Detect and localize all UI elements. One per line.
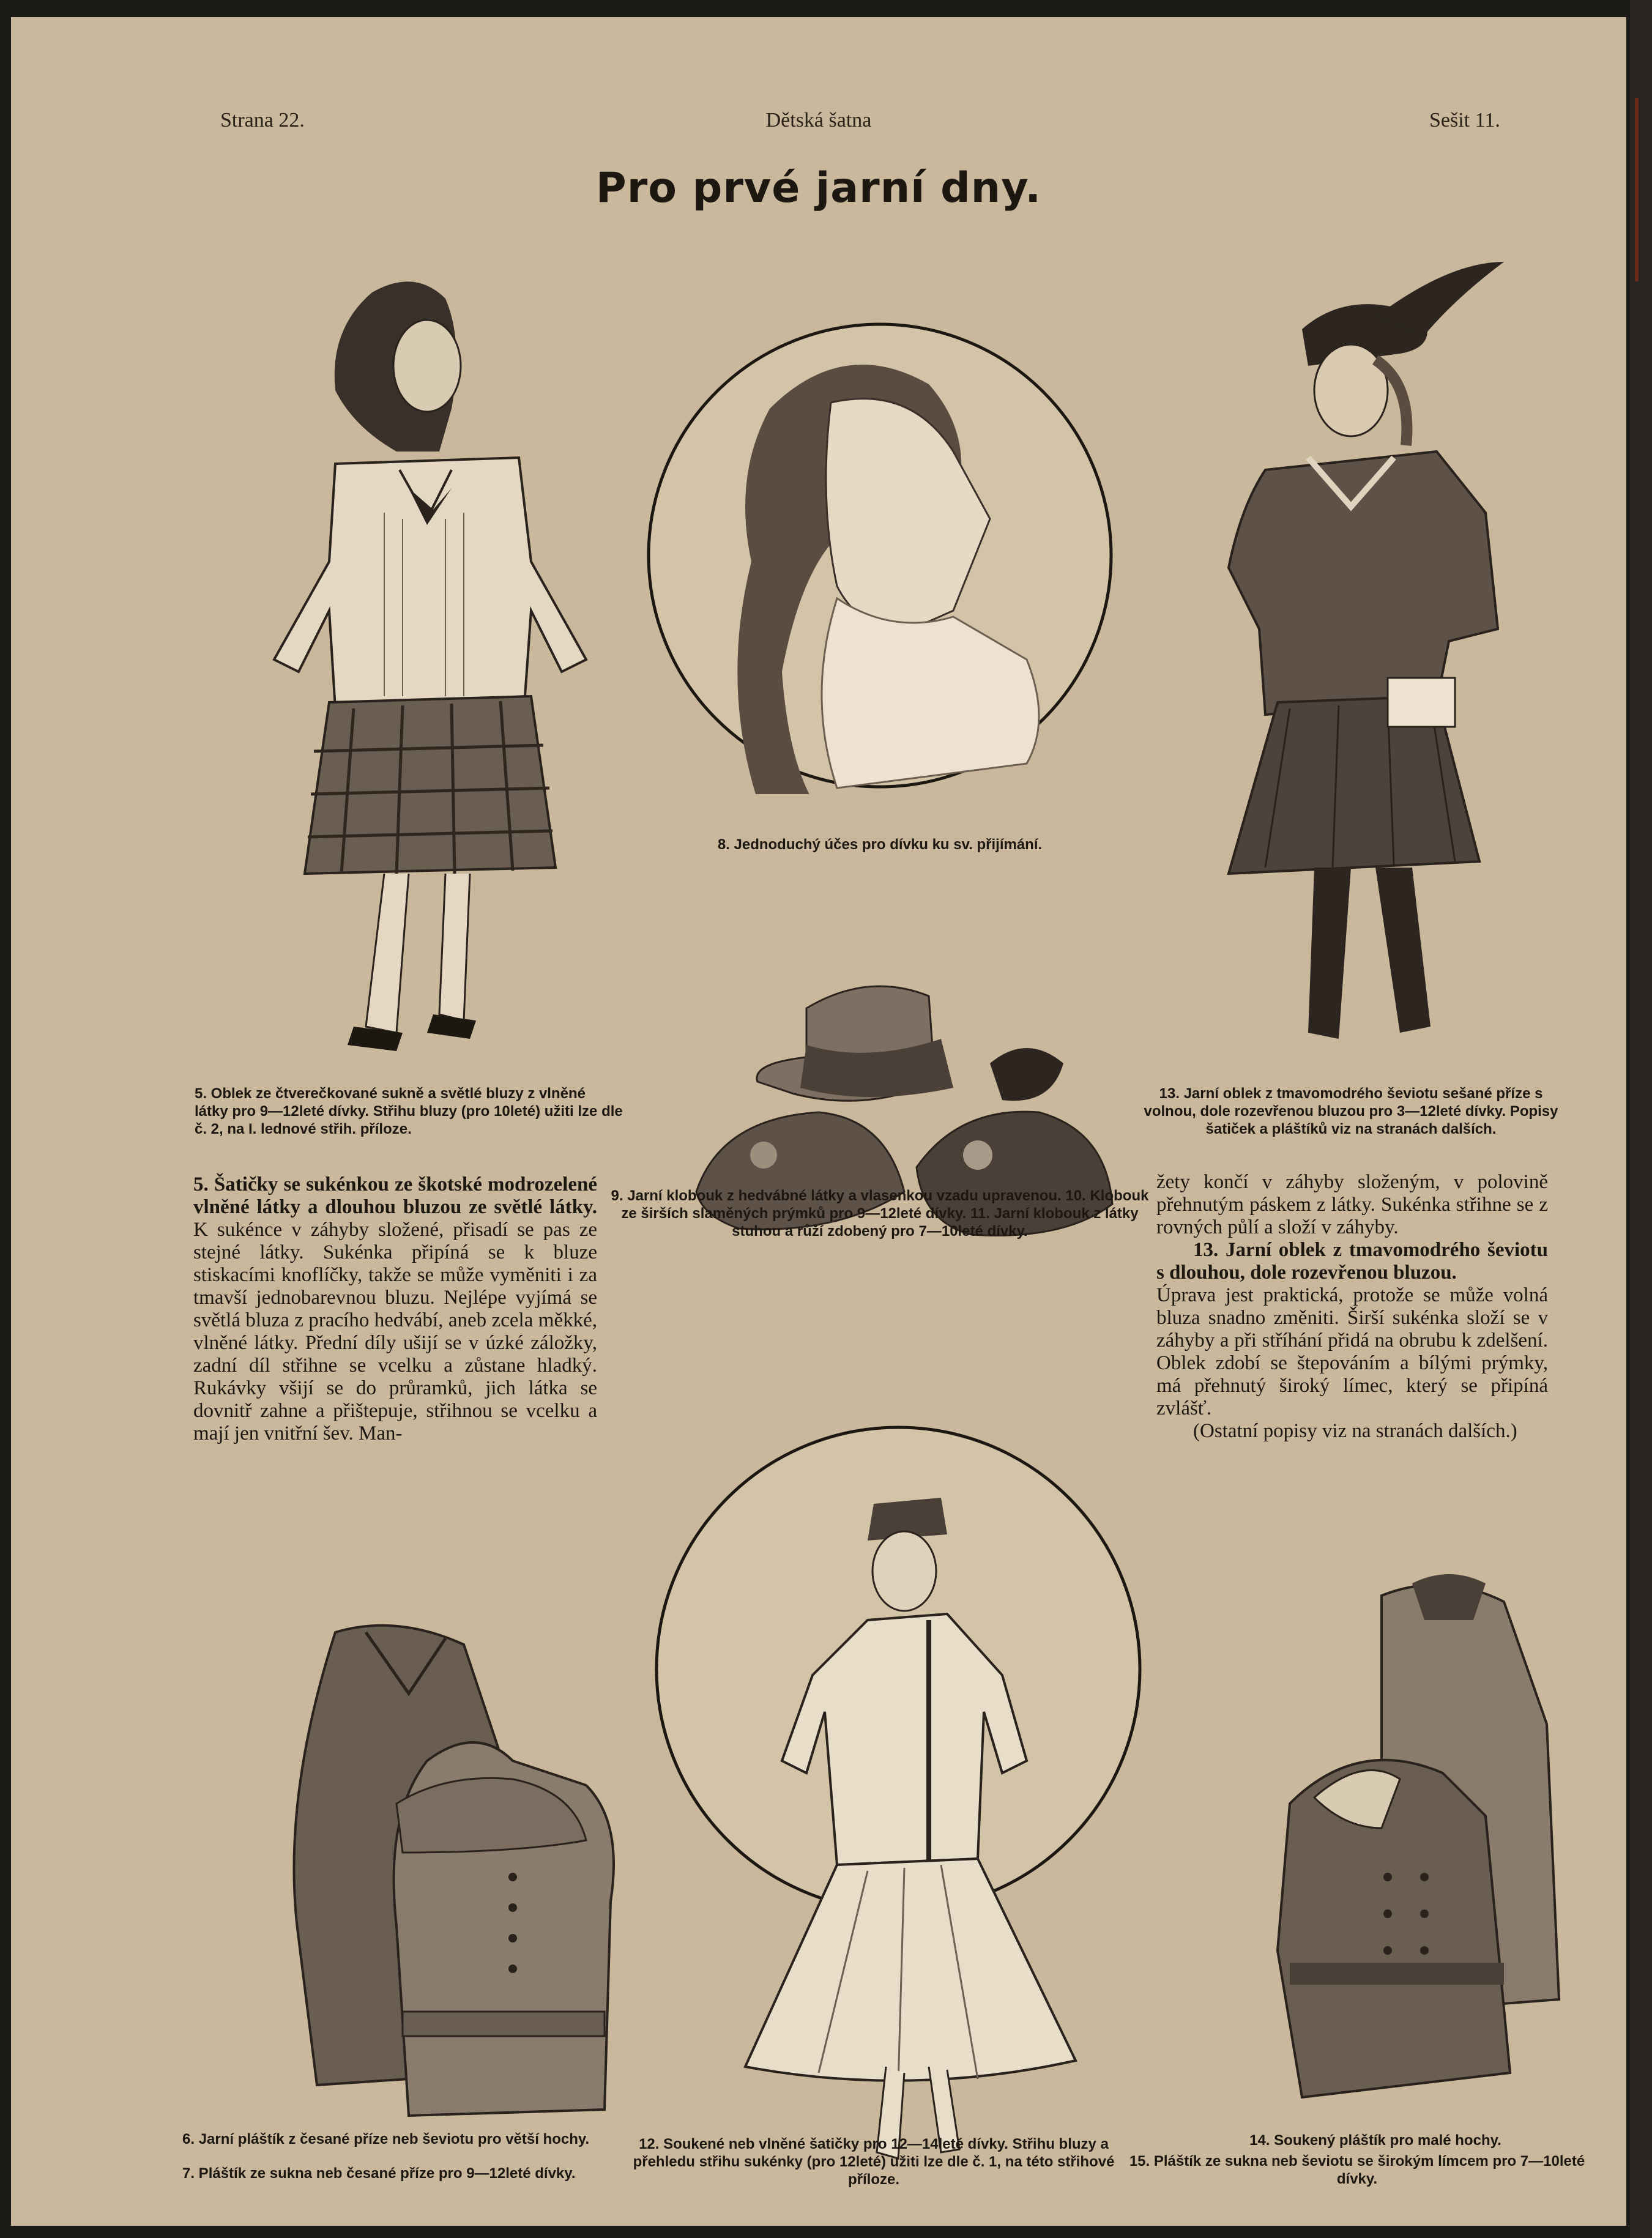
caption-figures-9-11: 9. Jarní klobouk z hedvábné látky a vlasenkou vzadu upravenou. 10. Klobouk ze širších slaměných prýmků pro 9—12leté dívky. 11. Jarní klobouk z látky stuhou a růží zdobený pro 7—10leté dívky. [611,1188,1149,1240]
caption-figure-14: 14. Soukený pláštík pro malé hochy. [1249,2132,1501,2149]
illustration-portrait-hairstyle [635,317,1125,794]
text-continuation: žety končí v záhyby složeným, v polovině přehnutým páskem z látky. Sukénka střihne se z rovných půlí a složí v záhyby. [1156,1171,1548,1238]
page-title: Pro prvé jarní dny. [595,164,1042,212]
binding-edge [1630,0,1652,2238]
text-heading-13: 13. Jarní oblek z tmavomodrého ševiotu s dlouhou, dole rozevřenou bluzou. [1156,1239,1548,1284]
caption-figure-6: 6. Jarní pláštík z česané příze neb ševiotu pro větší hochy. [182,2131,590,2147]
text-right-column [1156,1171,1548,1443]
illustration-girl-plaid-skirt [244,268,623,1088]
magazine-page [11,17,1626,2226]
issue-number: Sešit 11. [1429,109,1500,132]
text-body-5: K sukénce v záhyby složené, přisadí se pas ze stejné látky. Sukénka připíná se k bluze stiskacími knoflíčky, takže se může vyměniti i za tmavší jednobarevnou bluzu. Nejlépe vyjímá se světlá bluza z pracího hedvábí, aneb zcela měkké, vlněné látky. Přední díly ušijí se v úzké záložky, zadní díl střihne se vcelku a zůstane hladký. Rukávky všijí se do průramků, jich látka se dovnitř zahne a přištepuje, střihnou se vcelku a mají jen vnitřní šev. Man- [193,1219,597,1444]
caption-figure-12: 12. Soukené neb vlněné šatičky pro 12—14leté dívky. Střihu bluzy a přehledu střihu sukénky (pro 12leté) užiti lze dle č. 1, na této střihové příloze. [633,2136,1115,2188]
caption-figure-5: 5. Oblek ze čtverečkované sukně a světlé bluzy z vlněné látky pro 9—12leté dívky. Střihu bluzy (pro 10leté) užiti lze dle č. 2, na I. lednové střih. příloze. [195,1085,623,1137]
caption-figure-15: 15. Pláštík ze sukna neb ševiotu se širokým límcem pro 7—10leté dívky. [1129,2153,1585,2187]
illustration-girl-flared-dress [635,1418,1161,2171]
text-body-13: Úprava jest praktická, protože se může volná bluza snadno změniti. Širší sukénka složí se v záhyby a při stříhání přidá na obrubu k zdelšení. Oblek zdobí se štepováním a bílými prýmky, má přehnutý široký límec, který se připíná zvlášť. [1156,1284,1548,1419]
text-heading-5: 5. Šatičky se sukénkou ze škotské modrozelené vlněné látky a dlouhou bluzou ze světlé látky. [193,1173,597,1218]
publication-title: Dětská šatna [765,109,872,132]
page-number: Strana 22. [220,109,305,132]
caption-figure-8: 8. Jednoduchý účes pro dívku ku sv. přijímání. [717,836,1043,853]
illustration-girl-sailor-dress [1192,250,1559,1069]
illustration-coats-6-7 [244,1620,647,2158]
illustration-coats-14-15 [1241,1571,1596,2122]
text-left-column [193,1173,597,1445]
text-note: (Ostatní popisy viz na stranách dalších.) [1193,1420,1517,1442]
caption-figure-7: 7. Pláštík ze sukna neb česané příze pro 9—12leté dívky. [182,2165,576,2182]
caption-figure-13: 13. Jarní oblek z tmavomodrého ševiotu sešané příze s volnou, dole rozevřenou bluzou pro 3—12leté dívky. Popisy šatiček a pláštíků viz na stranách dalších. [1144,1085,1558,1137]
